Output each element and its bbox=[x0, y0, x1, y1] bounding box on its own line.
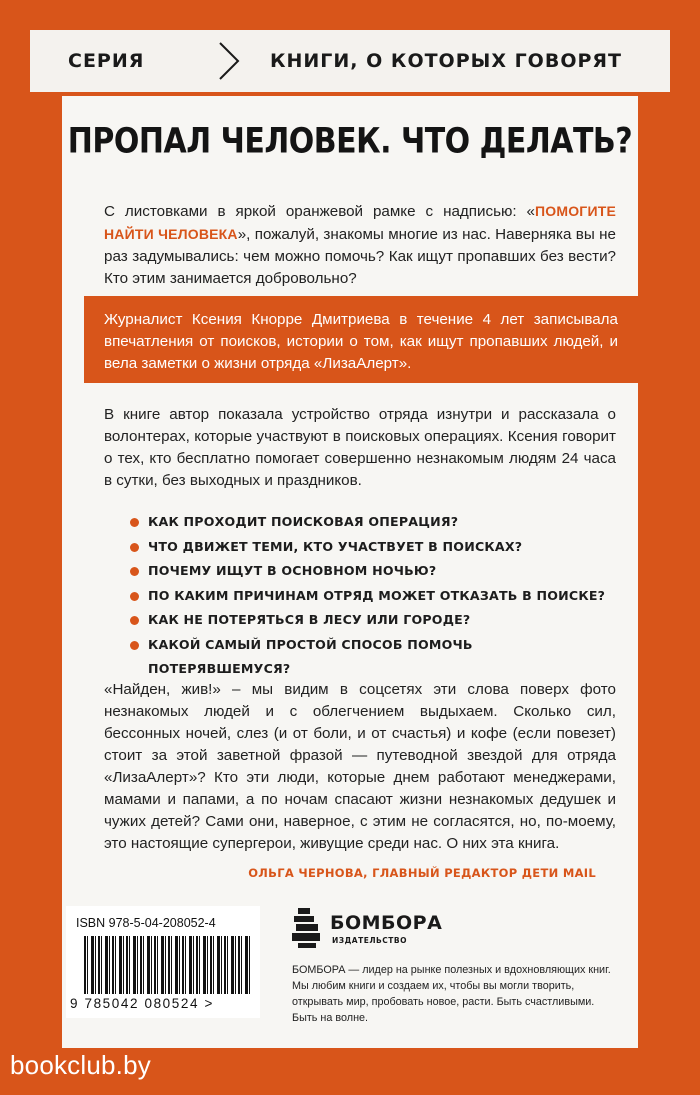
quote-paragraph: «Найден, жив!» – мы видим в соцсетях эти слова поверх фото незнакомых людей и с облегчением выдыхаем. Сколько сил, бессонных ночей, слез (и от боли, и от счастья) и кофе (если повезет) стоит за этой заветной фразой — путеводной звездой для отряда «ЛизаАлерт»? Кто эти люди, которые днем работают менеджерами, мамами и папами, а по ночам спасают жизни незнакомых дедушек и чужих детей? Сами они, наверное, с этим не согласятся, но, по-моему, это настоящие супергерои, живущие среди нас. О них эта книга. bbox=[104, 681, 616, 852]
highlight-block: Журналист Ксения Кнорре Дмитриева в течение 4 лет записывала впечатления от поисков, истории о том, как ищут пропавших людей, и вела заметки о жизни отряда «ЛизаАлерт». bbox=[84, 296, 638, 383]
question-item bbox=[130, 510, 610, 535]
question-item bbox=[130, 535, 610, 560]
bullet-dot-icon bbox=[130, 641, 139, 650]
question-text: ПО КАКИМ ПРИЧИНАМ ОТРЯД МОЖЕТ ОТКАЗАТЬ В ПОИСКЕ? bbox=[148, 587, 606, 603]
question-item bbox=[130, 559, 610, 584]
bullet-dot-icon bbox=[130, 567, 139, 576]
series-name: КНИГИ, О КОТОРЫХ ГОВОРЯТ bbox=[269, 50, 622, 72]
question-text: ПОЧЕМУ ИЩУТ В ОСНОВНОМ НОЧЬЮ? bbox=[148, 563, 437, 578]
bullet-dot-icon bbox=[130, 616, 139, 625]
text-panel bbox=[62, 96, 638, 1048]
bullet-dot-icon bbox=[130, 518, 139, 527]
description-paragraph: В книге автор показала устройство отряда изнутри и рассказала о волонтерах, которые участвуют в поисковых операциях. Ксения говорит о тех, кто бесплатно помогает совершенно незнакомым людям 24 часа в сутки, без выходных и праздников. bbox=[104, 406, 616, 489]
barcode-icon bbox=[84, 936, 250, 994]
bullet-dot-icon bbox=[130, 592, 139, 601]
question-item bbox=[130, 633, 610, 676]
question-text: ЧТО ДВИЖЕТ ТЕМИ, КТО УЧАСТВУЕТ В ПОИСКАХ? bbox=[148, 538, 523, 554]
site-watermark: bookclub.by bbox=[10, 1050, 151, 1080]
barcode-digits: 9 785042 080524 > bbox=[70, 996, 214, 1011]
intro-text-before: С листовками в яркой оранжевой рамке с надписью: « bbox=[104, 203, 535, 220]
question-text: КАКОЙ САМЫЙ ПРОСТОЙ СПОСОБ ПОМОЧЬ ПОТЕРЯВШЕМУСЯ? bbox=[148, 636, 473, 676]
question-item bbox=[130, 608, 610, 633]
publisher-logo bbox=[292, 906, 492, 950]
isbn-number: ISBN 978-5-04-208052-4 bbox=[76, 916, 216, 930]
series-bar bbox=[30, 30, 670, 92]
intro-accent-phrase: ПОМОГИТЕ НАЙТИ ЧЕЛОВЕКА bbox=[104, 203, 616, 242]
chevron-right-icon bbox=[216, 41, 242, 81]
publisher-subtitle: ИЗДАТЕЛЬСТВО bbox=[332, 936, 407, 945]
quote-signature: ОЛЬГА ЧЕРНОВА, ГЛАВНЫЙ РЕДАКТОР ДЕТИ MAIL bbox=[248, 866, 596, 880]
question-item bbox=[130, 584, 610, 609]
question-list bbox=[130, 510, 610, 676]
question-text: КАК НЕ ПОТЕРЯТЬСЯ В ЛЕСУ ИЛИ ГОРОДЕ? bbox=[148, 612, 471, 627]
barcode-box bbox=[66, 906, 260, 1018]
page-title: ПРОПАЛ ЧЕЛОВЕК. ЧТО ДЕЛАТЬ? bbox=[67, 121, 633, 162]
publisher-description: БОМБОРА — лидер на рынке полезных и вдохновляющих книг. Мы любим книги и создаем их, чтобы вы могли творить, открывать мир, пробовать новое, расти. Быть счастливыми. Быть на волне. bbox=[292, 964, 611, 1024]
bombora-logo-icon bbox=[292, 906, 322, 950]
bullet-dot-icon bbox=[130, 543, 139, 552]
question-text: КАК ПРОХОДИТ ПОИСКОВАЯ ОПЕРАЦИЯ? bbox=[148, 514, 459, 529]
series-label: СЕРИЯ bbox=[68, 50, 145, 72]
publisher-name: БОМБОРА bbox=[330, 912, 443, 934]
intro-paragraph bbox=[104, 200, 616, 290]
intro-text-after: », пожалуй, знакомы многие из нас. Наверняка вы не раз задумывались: чем можно помочь? Как ищут пропавших без вести? Кто этим занимается добровольно? bbox=[104, 226, 616, 287]
